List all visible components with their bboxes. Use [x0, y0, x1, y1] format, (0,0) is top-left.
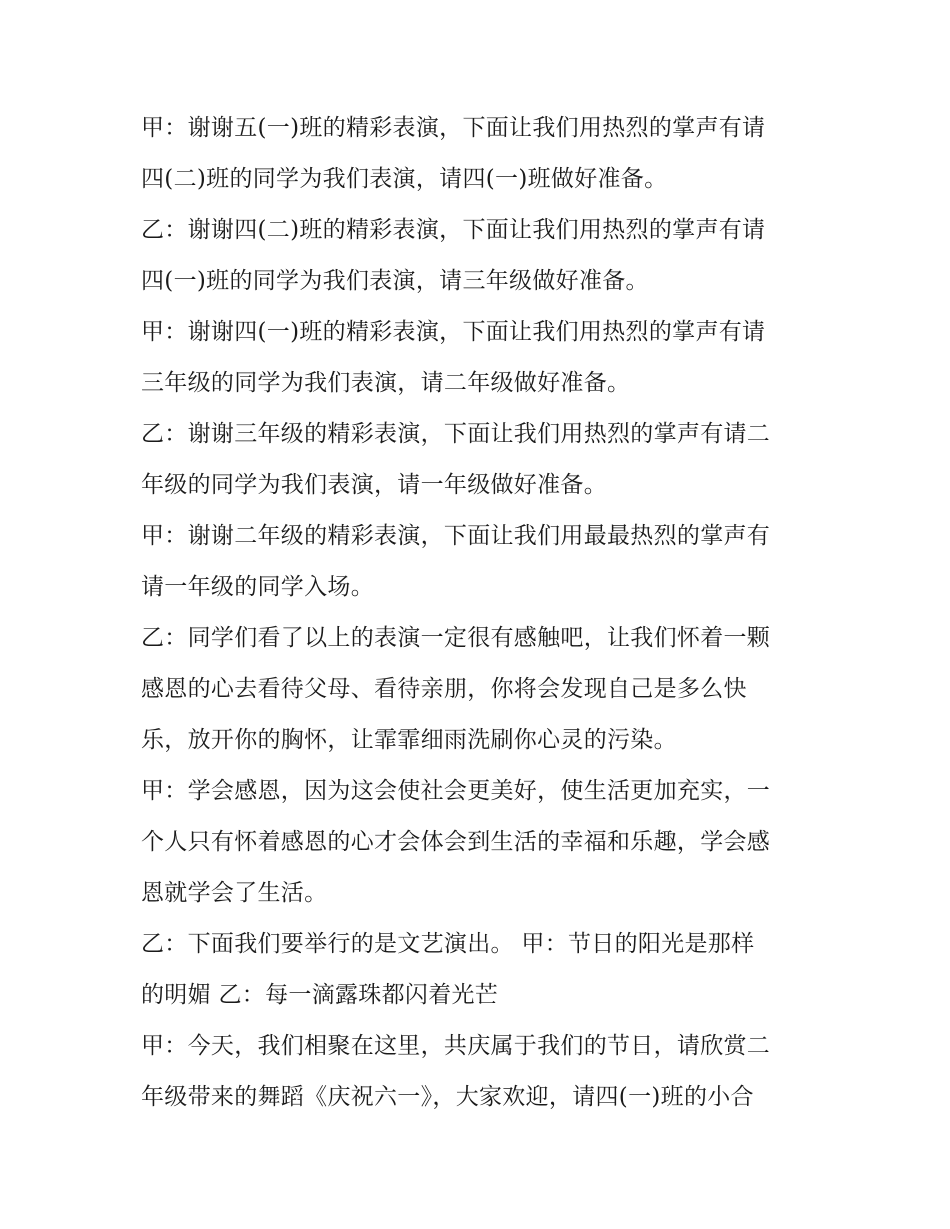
- text-line: 个人只有怀着感恩的心才会体会到生活的幸福和乐趣，学会感: [141, 829, 771, 855]
- text-line: 甲：今天，我们相聚在这里，共庆属于我们的节日，请欣赏二: [141, 1033, 771, 1059]
- text-line: 乙：同学们看了以上的表演一定很有感触吧，让我们怀着一颗: [141, 625, 771, 651]
- document-body: [141, 103, 813, 1123]
- text-line: 四(二)班的同学为我们表演，请四(一)班做好准备。: [141, 166, 668, 192]
- text-line: 请一年级的同学入场。: [141, 574, 374, 600]
- text-line: 的明媚 乙：每一滴露珠都闪着光芒: [141, 982, 499, 1008]
- text-line: 四(一)班的同学为我们表演，请三年级做好准备。: [141, 268, 649, 294]
- text-line: 三年级的同学为我们表演，请二年级做好准备。: [141, 370, 631, 396]
- text-line: 年级的同学为我们表演，请一年级做好准备。: [141, 472, 607, 498]
- text-line: 乙：谢谢三年级的精彩表演，下面让我们用热烈的掌声有请二: [141, 421, 771, 447]
- text-line: 感恩的心去看待父母、看待亲朋，你将会发现自己是多么快: [141, 676, 747, 702]
- text-line: 甲：谢谢二年级的精彩表演，下面让我们用最最热烈的掌声有: [141, 523, 771, 549]
- text-line: 恩就学会了生活。: [141, 880, 328, 906]
- text-line: 甲：学会感恩，因为这会使社会更美好，使生活更加充实，一: [141, 778, 771, 804]
- text-line: 乙：下面我们要举行的是文艺演出。 甲：节日的阳光是那样: [141, 931, 755, 957]
- text-line: 年级带来的舞蹈《庆祝六一》，大家欢迎，请四(一)班的小合: [141, 1084, 754, 1110]
- text-line: 甲：谢谢五(一)班的精彩表演，下面让我们用热烈的掌声有请: [141, 115, 766, 141]
- text-line: 乙：谢谢四(二)班的精彩表演，下面让我们用热烈的掌声有请: [141, 217, 766, 243]
- text-line: 乐，放开你的胸怀，让霏霏细雨洗刷你心灵的污染。: [141, 727, 677, 753]
- text-line: 甲：谢谢四(一)班的精彩表演，下面让我们用热烈的掌声有请: [141, 319, 766, 345]
